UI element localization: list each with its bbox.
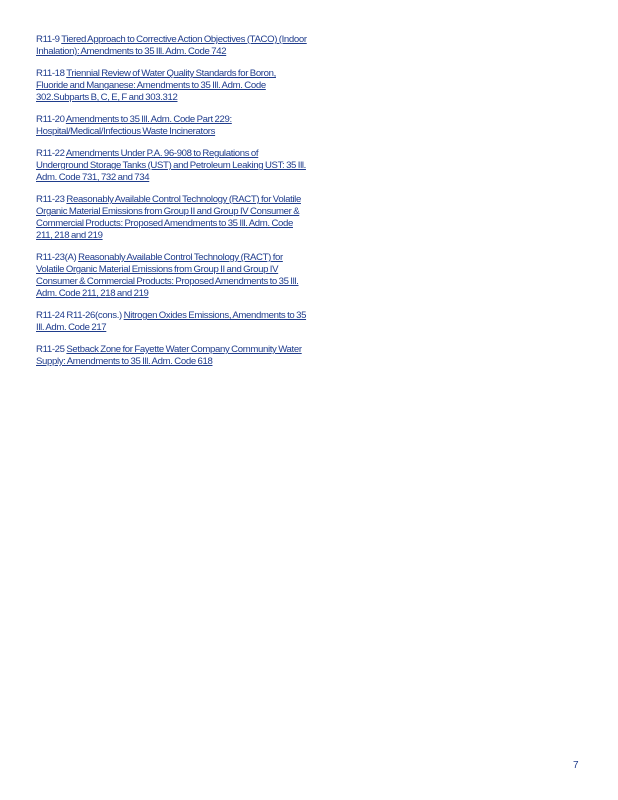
rulemaking-entry (36, 310, 308, 334)
rulemaking-link[interactable]: Triennial Review of Water Quality Standards for Boron, Fluoride and Manganese: Amendments to 35 Ill. Adm. Code 302.Subparts B, C, E, F and 303.312 (36, 68, 276, 103)
rulemaking-entry (36, 68, 308, 104)
rulemaking-link[interactable]: Reasonably Available Control Technology (RACT) for Volatile Organic Material Emissions from Group II and Group IV Consumer & Commercial Products: Proposed Amendments to 35 Ill. Adm. Code 211, 218 and 219 (36, 252, 299, 299)
docket-number: R11-18 (36, 68, 65, 79)
page-number: 7 (573, 760, 579, 771)
rulemaking-entry (36, 148, 308, 184)
docket-number: R11-24 R11-26(cons.) (36, 310, 122, 321)
rulemaking-entry (36, 194, 308, 242)
docket-number: R11-25 (36, 344, 65, 355)
rulemaking-link[interactable]: Amendments to 35 Ill. Adm. Code Part 229: Hospital/Medical/Infectious Waste Incinerators (36, 114, 232, 137)
docket-number: R11-9 (36, 34, 60, 45)
docket-number: R11-20 (36, 114, 65, 125)
docket-number: R11-23(A) (36, 252, 77, 263)
rulemaking-link[interactable]: Setback Zone for Fayette Water Company Community Water Supply: Amendments to 35 Ill. Adm. Code 618 (36, 344, 302, 367)
rulemaking-link[interactable]: Reasonably Available Control Technology (RACT) for Volatile Organic Material Emissions from Group II and Group IV Consumer & Commercial Products: Proposed Amendments to 35 Ill. Adm. Code 211, 218 and 219 (36, 194, 301, 241)
rulemaking-entry (36, 34, 308, 58)
docket-number: R11-23 (36, 194, 65, 205)
rulemaking-link[interactable]: Tiered Approach to Corrective Action Objectives (TACO) (Indoor Inhalation): Amendments to 35 Ill. Adm. Code 742 (36, 34, 307, 57)
rulemaking-list (36, 34, 308, 378)
rulemaking-entry (36, 344, 308, 368)
rulemaking-entry (36, 114, 308, 138)
rulemaking-link[interactable]: Amendments Under P.A. 96-908 to Regulations of Underground Storage Tanks (UST) and Petroleum Leaking UST: 35 Ill. Adm. Code 731, 732 and 734 (36, 148, 306, 183)
docket-number: R11-22 (36, 148, 65, 159)
rulemaking-link[interactable]: Nitrogen Oxides Emissions, Amendments to 35 Ill. Adm. Code 217 (36, 310, 307, 333)
rulemaking-entry (36, 252, 308, 300)
